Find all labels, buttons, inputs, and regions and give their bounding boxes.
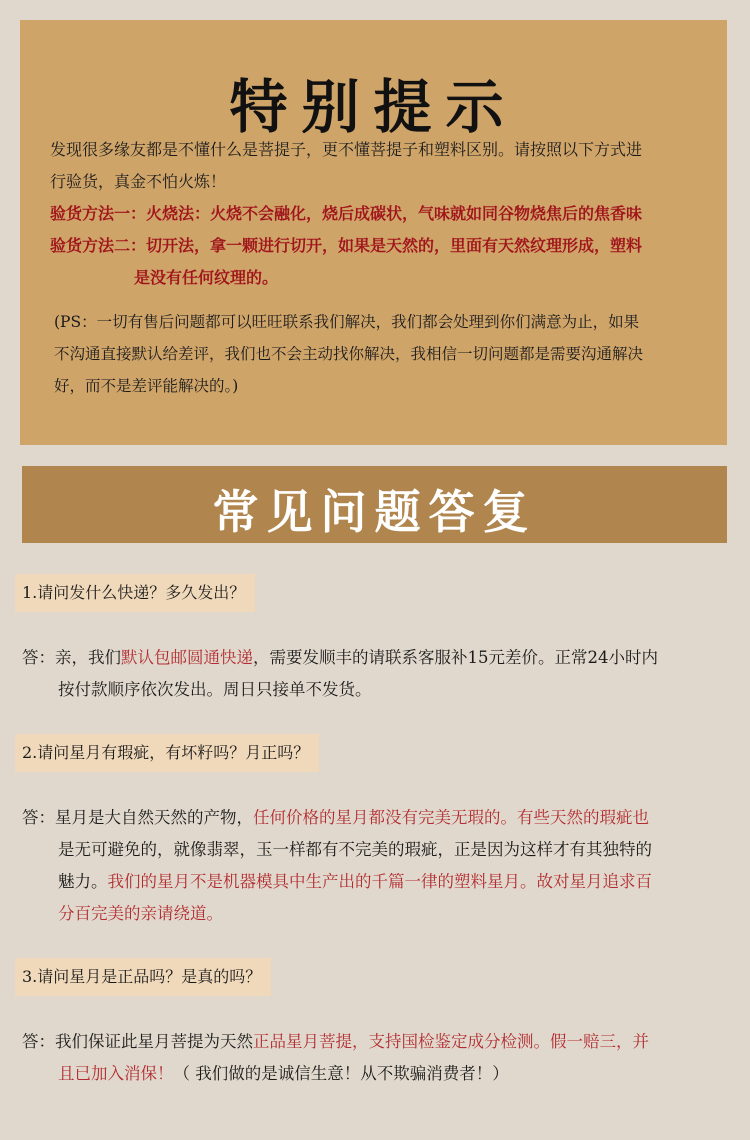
- answer-2-line4: 分百完美的亲请绕道。: [58, 904, 223, 923]
- notice-method1: [50, 198, 700, 230]
- answer-3-line2: [22, 1058, 722, 1090]
- answer-2: [22, 802, 722, 930]
- answer-2-line2: 是无可避免的，就像翡翠，玉一样都有不完美的瑕疵，正是因为这样才有其独特的: [58, 840, 652, 859]
- answer-3-line2-rest: （ 我们做的是诚信生意！从不欺骗消费者！）: [173, 1064, 509, 1083]
- method2-line1: 验货方法二：切开法，拿一颗进行切开，如果是天然的，里面有天然纹理形成，塑料: [50, 236, 643, 255]
- answer-1: [22, 642, 722, 706]
- answer-2-line3: [22, 866, 722, 898]
- question-2: 2.请问星月有瑕疵，有坏籽吗？月正吗？: [15, 734, 319, 772]
- notice-intro-line2: 行验货，真金不怕火炼！: [50, 172, 227, 191]
- question-3: 3.请问星月是正品吗？是真的吗？: [15, 958, 271, 996]
- answer-1-rest: ，需要发顺丰的请联系客服补15元差价。正常24小时内: [253, 648, 658, 667]
- faq-banner: [22, 466, 727, 543]
- notice-intro: [50, 134, 700, 198]
- notice-intro-line1: 发现很多缘友都是不懂什么是菩提子，更不懂菩提子和塑料区别。请按照以下方式进: [50, 140, 643, 159]
- ps-line2: 不沟通直接默认给差评，我们也不会主动找你解决，我相信一切问题都是需要沟通解决: [54, 345, 644, 363]
- answer-3-prefix: 答：我们保证此星月菩提为天然: [22, 1032, 253, 1051]
- ps-line3: 好，而不是差评能解决的。): [54, 377, 239, 395]
- method1-text: 验货方法一：火烧法：火烧不会融化，烧后成碳状，气味就如同谷物烧焦后的焦香味: [50, 204, 643, 223]
- method2-line2: 是没有任何纹理的。: [134, 268, 279, 287]
- answer-3-line2-highlight: 且已加入消保！: [58, 1064, 174, 1083]
- answer-2-highlight: 任何价格的星月都没有完美无瑕的。有些天然的瑕疵也: [253, 808, 649, 827]
- special-notice-panel: [20, 20, 727, 445]
- answer-1-line2: 按付款顺序依次发出。周日只接单不发货。: [58, 680, 372, 699]
- faq-title: 常见问题答复: [212, 485, 537, 539]
- answer-2-prefix: 答：星月是大自然天然的产物，: [22, 808, 253, 827]
- answer-1-highlight: 默认包邮圆通快递: [121, 648, 253, 667]
- answer-2-line3-highlight: 我们的星月不是机器模具中生产出的千篇一律的塑料星月。故对星月追求百: [107, 872, 652, 891]
- notice-title: 特别提示: [229, 73, 518, 141]
- answer-3-highlight: 正品星月菩提，支持国检鉴定成分检测。假一赔三，并: [253, 1032, 649, 1051]
- notice-ps: [54, 306, 714, 402]
- ps-line1: (PS：一切有售后问题都可以旺旺联系我们解决，我们都会处理到你们满意为止，如果: [54, 313, 640, 331]
- answer-2-line3-plain: 魅力。: [58, 872, 108, 891]
- answer-3: [22, 1026, 722, 1090]
- question-1: 1.请问发什么快递？多久发出？: [15, 574, 255, 612]
- answer-1-prefix: 答：亲，我们: [22, 648, 121, 667]
- notice-method2: [50, 230, 700, 294]
